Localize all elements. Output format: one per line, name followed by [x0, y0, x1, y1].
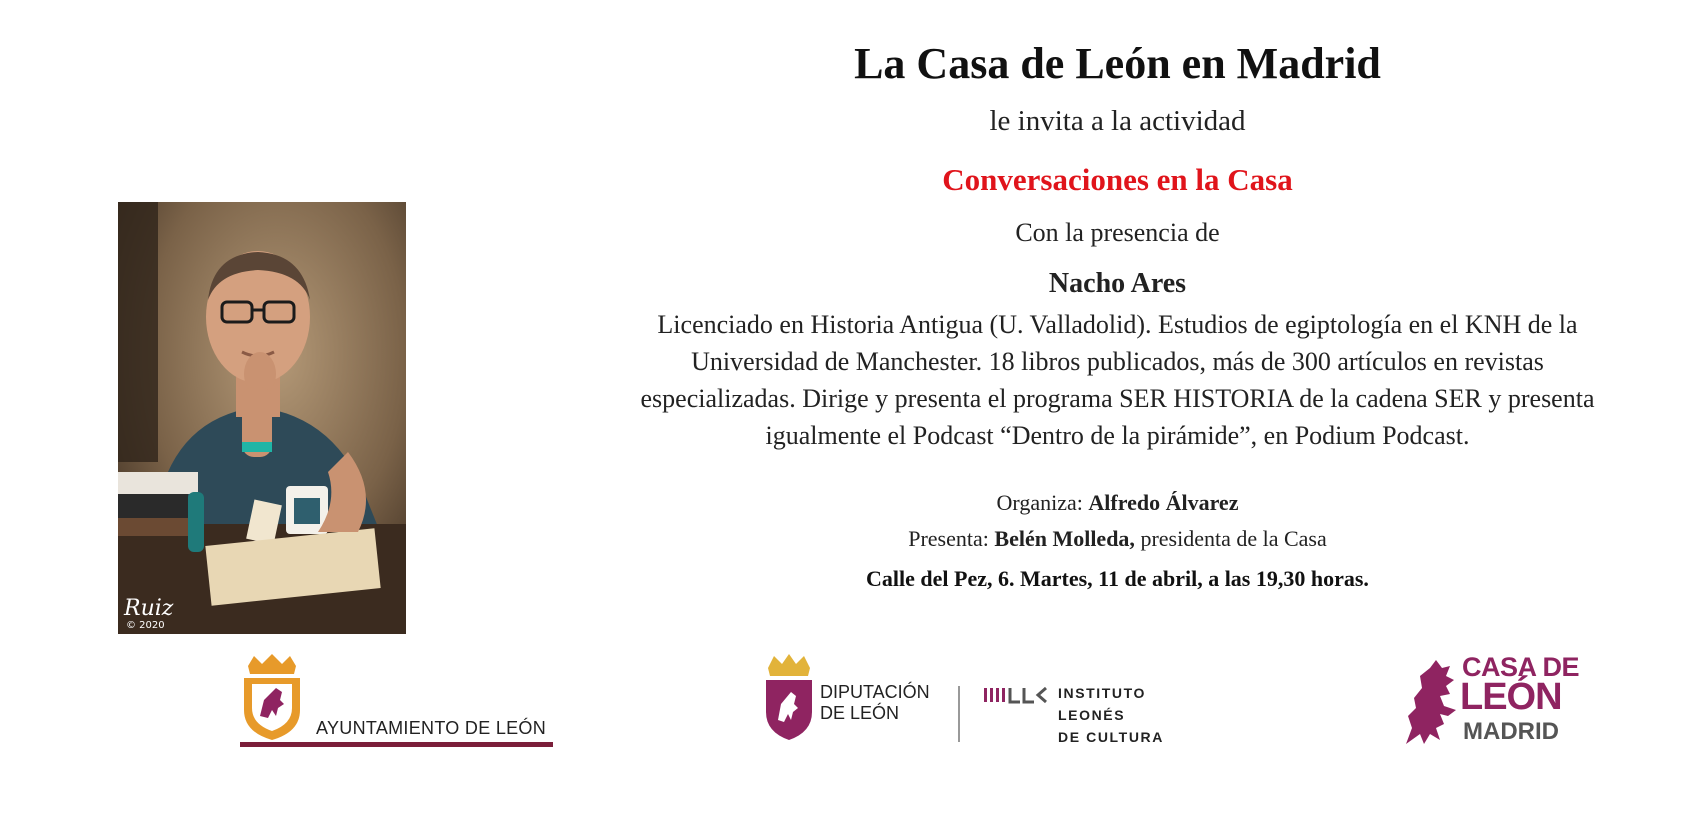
instituto-mark-icon — [984, 686, 1048, 704]
presenter-line — [555, 526, 1680, 552]
photo-signature: Ruiz — [124, 596, 174, 621]
speaker-photo — [118, 202, 406, 634]
ayuntamiento-logo — [240, 652, 555, 748]
venue-date-line: Calle del Pez, 6. Martes, 11 de abril, a las 19,30 horas. — [866, 565, 1369, 591]
organizer-name: Alfredo Álvarez — [1088, 489, 1239, 515]
diputacion-logo — [762, 650, 1182, 750]
presence-line: Con la presencia de — [1015, 217, 1220, 247]
diputacion-crest-icon — [762, 650, 816, 742]
speaker-name: Nacho Ares — [1048, 267, 1187, 299]
ayuntamiento-crest-icon — [240, 652, 304, 742]
casa-logo-top: CASA DE — [1462, 652, 1580, 682]
organizer-label: Organiza: — [996, 489, 1083, 515]
bio-line: Licenciado en Historia Antigua (U. Valladolid). Estudios de egiptología en el KNH de la — [657, 309, 1578, 339]
invite-line: le invita a la actividad — [989, 104, 1246, 137]
photo-copyright: © 2020 — [126, 620, 165, 631]
casa-logo-bot: MADRID — [1463, 718, 1559, 745]
ayuntamiento-rule — [240, 742, 553, 747]
presenter-label: Presenta: — [908, 525, 989, 551]
diputacion-label: DIPUTACIÓN DE LEÓN — [820, 682, 930, 723]
bio-line: igualmente el Podcast “Dentro de la pirámide”, en Podium Podcast. — [765, 420, 1470, 450]
bio-line: especializadas. Dirige y presenta el programa SER HISTORIA de la cadena SER y presenta — [640, 383, 1595, 413]
presenter-name: Belén Molleda, — [994, 525, 1135, 551]
lion-rampant-icon — [1400, 658, 1462, 748]
organizer-line — [555, 490, 1680, 516]
presenter-role: presidenta de la Casa — [1140, 525, 1327, 551]
speaker-bio — [555, 306, 1680, 454]
logo-divider — [958, 686, 960, 742]
invitation-text — [555, 30, 1680, 592]
activity-title: Conversaciones en la Casa — [942, 161, 1293, 197]
casa-logo-mid: LEÓN — [1460, 676, 1562, 718]
casa-de-leon-logo — [1400, 652, 1580, 752]
bio-line: Universidad de Manchester. 18 libros publicados, más de 300 artículos en revistas — [691, 346, 1544, 376]
page-title: La Casa de León en Madrid — [854, 39, 1381, 88]
ayuntamiento-label: AYUNTAMIENTO DE LEÓN — [316, 718, 547, 738]
instituto-label: INSTITUTO LEONÉS DE CULTURA — [1058, 685, 1164, 745]
